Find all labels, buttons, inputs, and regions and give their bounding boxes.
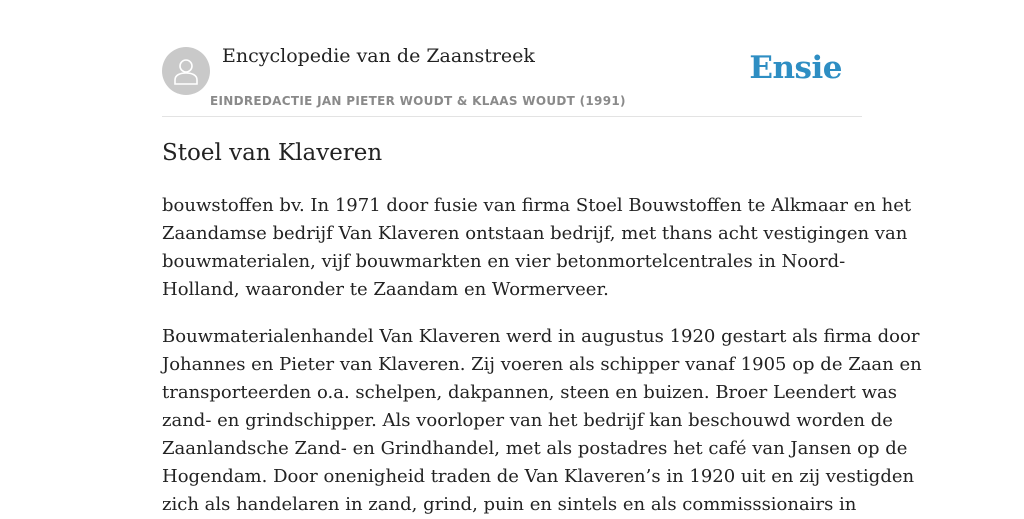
- paragraph-line: Zaanlandsche Zand- en Grindhandel, met als postadres het café van Jansen op de: [162, 438, 908, 459]
- paragraph-line: transporteerden o.a. schelpen, dakpannen, steen en buizen. Broer Leendert was: [162, 382, 897, 403]
- editors-credit: EINDREDACTIE JAN PIETER WOUDT & KLAAS WOUDT (1991): [210, 94, 626, 108]
- header: [162, 0, 862, 117]
- article-paragraph: [162, 192, 912, 304]
- paragraph-line: Bouwmaterialenhandel Van Klaveren werd in augustus 1920 gestart als firma door: [162, 326, 920, 347]
- paragraph-line: bouwmaterialen, vijf bouwmarkten en vier betonmortelcentrales in Noord-: [162, 251, 846, 272]
- paragraph-line: bouwstoffen bv. In 1971 door fusie van firma Stoel Bouwstoffen te Alkmaar en het: [162, 195, 912, 216]
- paragraph-line: Johannes en Pieter van Klaveren. Zij voeren als schipper vanaf 1905 op de Zaan en: [162, 354, 922, 375]
- paragraph-line: zich als handelaren in zand, grind, puin en sintels en als commisssionairs in: [162, 494, 857, 515]
- publication-title[interactable]: Encyclopedie van de Zaanstreek: [222, 45, 535, 67]
- paragraph-line: Holland, waaronder te Zaandam en Wormerveer.: [162, 279, 609, 300]
- avatar[interactable]: [162, 47, 210, 95]
- paragraph-line: Hogendam. Door onenigheid traden de Van Klaveren’s in 1920 uit en zij vestigden: [162, 466, 915, 487]
- page: [162, 0, 922, 515]
- article-paragraph: [162, 323, 922, 519]
- paragraph-line: Zaandamse bedrijf Van Klaveren ontstaan bedrijf, met thans acht vestigingen van: [162, 223, 908, 244]
- user-icon: [173, 57, 199, 85]
- paragraph-line: zand- en grindschipper. Als voorloper van het bedrijf kan beschouwd worden de: [162, 410, 893, 431]
- article-title: Stoel van Klaveren: [162, 140, 383, 166]
- ensie-logo[interactable]: Ensie: [749, 50, 842, 86]
